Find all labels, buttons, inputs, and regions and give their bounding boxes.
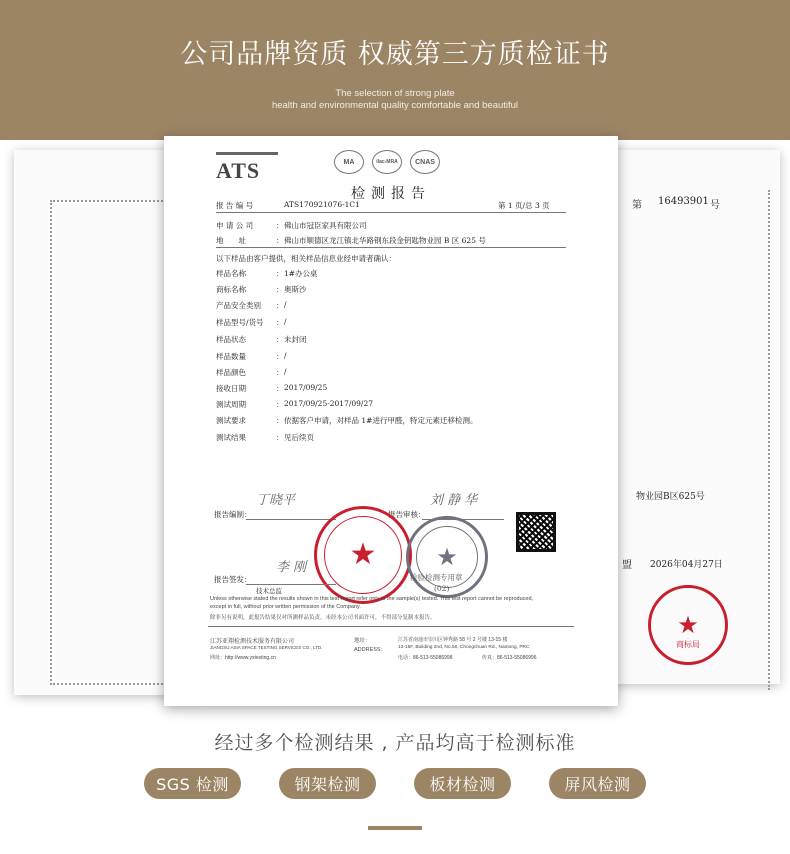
footer-rule <box>208 626 574 627</box>
test-report-document <box>164 136 618 706</box>
row-label: 样品型号/货号 <box>216 318 264 327</box>
row-value: / <box>284 300 287 309</box>
pill-screen-test[interactable]: 屏风检测 <box>549 768 646 799</box>
row-value: / <box>284 317 287 326</box>
seal-label: 检验检测专用章 <box>410 573 463 582</box>
report-title: 检测报告 <box>351 186 431 202</box>
company-phone: 电话：86-513-55086998 <box>398 655 453 661</box>
subtitle-line-2: health and environmental quality comfortable and beautiful <box>271 100 519 111</box>
stamp-ring <box>324 516 402 594</box>
colon: ： <box>276 433 284 442</box>
pill-sgs-test[interactable]: SGS 检测 <box>144 768 241 799</box>
row-value: / <box>284 351 287 360</box>
row-value: 1#办公桌 <box>284 269 318 278</box>
pill-board-test[interactable]: 板材检测 <box>414 768 511 799</box>
subtitle-line-1: The selection of strong plate <box>335 88 455 99</box>
row-value: 奥斯沙 <box>284 285 307 294</box>
colon: ： <box>276 236 284 245</box>
star-icon: ★ <box>349 537 377 572</box>
address-label-cn: 地址： <box>354 638 371 644</box>
company-name-en: JIANGSU ASIA SPACE TESTING SERVICES CO., LTD. <box>210 645 323 650</box>
trademark-border <box>768 190 780 690</box>
row-label: 测试结果 <box>216 433 246 442</box>
bottom-accent-bar <box>368 826 422 830</box>
colon: ： <box>276 352 284 361</box>
trademark-stamp-label: 商标局 <box>676 640 700 649</box>
colon: ： <box>276 416 284 425</box>
applicant-label: 申 请 公 司 <box>216 221 254 230</box>
reviewed-label: 报告审核： <box>388 510 426 519</box>
colon: ： <box>276 400 284 409</box>
applicant-address: 佛山市顺德区龙江镇北华路钢东段金钥匙物业园 B 区 625 号 <box>284 236 486 245</box>
disclaimer-en-2: except in full, without prior written permission of the Company. <box>210 604 361 610</box>
row-label: 样品名称 <box>216 269 246 278</box>
applicant: 佛山市冠臣家具有限公司 <box>284 221 367 230</box>
colon: ： <box>276 384 284 393</box>
disclaimer-en-1: Unless otherwise stated the results shown in this test report refer only to the sample(s) tested. This test report cannot be reproduced, <box>210 596 534 602</box>
issuer-title: 技术总监 <box>256 587 282 595</box>
test-category-list <box>0 768 790 799</box>
row-label: 测试要求 <box>216 416 246 425</box>
colon: ： <box>276 318 284 327</box>
company-name-cn: 江苏亚翔检测技术服务有限公司 <box>210 639 295 645</box>
row-label: 接收日期 <box>216 384 246 393</box>
sample-intro: 以下样品由客户提供，相关样品信息业经申请者确认： <box>216 254 396 263</box>
colon: ： <box>276 368 284 377</box>
compiled-label: 报告编制： <box>214 510 252 519</box>
signed-label: 报告签发： <box>214 575 252 584</box>
row-value: 依据客户申请，对样品 1#进行甲醛，特定元素迁移检测。 <box>284 416 478 425</box>
company-address-cn: 江苏省南通市崇川区钟秀路 58 号 2 号楼 13-15 楼 <box>398 637 508 643</box>
address-label-en: ADDRESS： <box>354 647 387 653</box>
page-info: 第 1 页/总 3 页 <box>498 201 550 210</box>
colon: ： <box>276 221 284 230</box>
row-value: / <box>284 367 287 376</box>
compiled-line <box>246 519 336 520</box>
cma-mark-icon: MA <box>334 150 364 174</box>
row-label: 商标名称 <box>216 285 246 294</box>
trademark-address-fragment: 物业园B区625号 <box>636 492 705 502</box>
company-website: 网址：http://www.yxtesting.cn <box>210 655 276 661</box>
address-label: 地 址 <box>216 236 246 245</box>
cnas-mark-icon: CNAS <box>410 150 440 174</box>
reviewer-signature: 刘 静 华 <box>430 493 478 508</box>
signed-line <box>246 584 336 585</box>
ats-logo: ATS <box>216 158 261 183</box>
row-label: 产品安全类别 <box>216 301 261 310</box>
company-address-en: 13-15F, Building 2nd, No.58, Chongchuan Rd., Nantong, PRC <box>398 645 530 650</box>
row-label: 样品颜色 <box>216 368 246 377</box>
pill-steel-frame-test[interactable]: 钢架检测 <box>279 768 376 799</box>
disclaimer-cn: 除非另有说明，此报告结果仅对所测样品负责。未经本公司书面许可，不得部分复制本报告。 <box>210 615 436 621</box>
row-label: 样品数量 <box>216 352 246 361</box>
report-no: ATS170921076-1C1 <box>284 200 360 209</box>
trademark-date: 2026年04月27日 <box>650 560 723 570</box>
tagline: 经过多个检测结果 , 产品均高于检测标准 <box>214 732 576 754</box>
trademark-number-label: 第 <box>632 200 642 211</box>
seal-code: (02) <box>434 584 450 593</box>
applicant-rule <box>216 247 566 248</box>
row-value: 2017/09/25 <box>284 383 328 392</box>
colon: ： <box>276 269 284 278</box>
trademark-number: 16493901 <box>658 196 709 207</box>
colon: ： <box>276 301 284 310</box>
report-no-label: 报 告 编 号 <box>216 201 254 210</box>
compiler-signature: 丁晓平 <box>256 493 296 508</box>
star-icon: ★ <box>436 543 458 571</box>
header-banner <box>0 0 790 148</box>
row-value: 未封闭 <box>284 335 307 344</box>
colon: ： <box>276 335 284 344</box>
issuer-signature: 李 刚 <box>276 560 307 575</box>
row-value: 见后续页 <box>284 433 314 442</box>
certification-marks <box>334 150 440 174</box>
star-icon: ★ <box>677 611 699 639</box>
colon: ： <box>276 285 284 294</box>
trademark-date-prefix: 盟 <box>622 560 632 571</box>
page-title: 公司品牌资质 权威第三方质检证书 <box>180 39 610 70</box>
company-fax: 传真：86-513-55086996 <box>482 655 537 661</box>
report-qr-code <box>516 512 556 552</box>
ilac-mark-icon: ilac-MRA <box>372 150 402 174</box>
row-value: 2017/09/25-2017/09/27 <box>284 399 373 408</box>
header-rule <box>216 212 566 213</box>
company-red-stamp <box>314 506 412 604</box>
trademark-office-stamp <box>648 585 728 665</box>
row-label: 测试周期 <box>216 400 246 409</box>
row-label: 样品状态 <box>216 335 246 344</box>
trademark-number-suffix: 号 <box>710 200 720 211</box>
